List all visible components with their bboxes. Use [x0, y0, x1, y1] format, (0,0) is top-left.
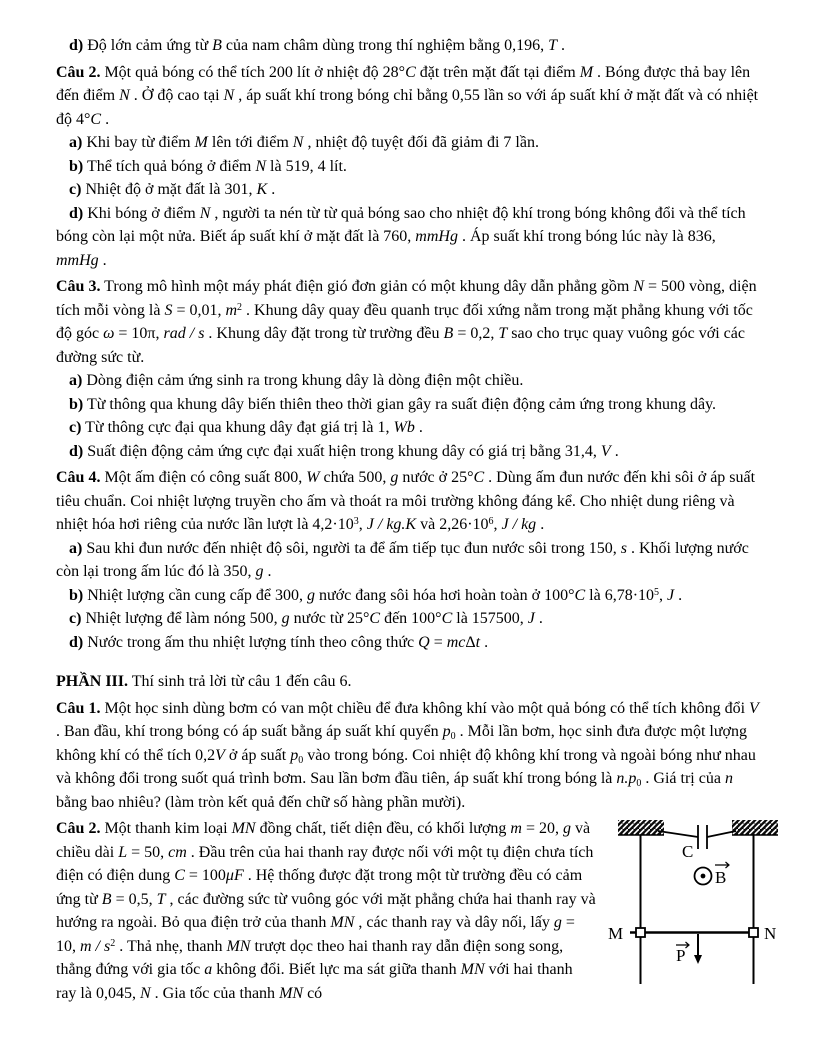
cau-4-b: b) Nhiệt lượng cần cung cấp để 300, g nước đang sôi hóa hơi hoàn toàn ở 100°C là $6,78\cdot 10^5$, J .	[69, 586, 683, 604]
cau-3-d: d) Suất điện động cảm ứng cực đại xuất hiện trong khung dây có giá trị bằng 31,4, V .	[69, 442, 619, 460]
cau-4-c: c) Nhiệt lượng để làm nóng 500, g nước từ 25°C đến 100°C là 157500, J .	[69, 610, 543, 627]
label-N: N	[764, 924, 777, 943]
capacitor-icon	[658, 825, 736, 849]
field-out-of-page-icon	[695, 868, 712, 885]
cau-2-p2: Câu 2. Một quả bóng có thể tích 200 lít ở nhiệt độ 28°C đặt trên mặt đất tại điểm M . Bóng được thả bay lên đến điểm N . Ở độ cao tại N , áp suất khí trong bóng chỉ bằng 0,55 lần so với áp suất khí ở mặt đất và có nhiệt độ 4°C .	[56, 63, 759, 128]
ceiling-hatch-left	[618, 820, 664, 835]
phan-iii-heading: PHẦN III. Thí sinh trả lời từ câu 1 đến câu 6.	[56, 673, 352, 690]
ceiling-hatch-right	[732, 820, 778, 835]
cau-3-a: a) Dòng điện cảm ứng sinh ra trong khung dây là dòng điện một chiều.	[69, 372, 524, 389]
statement-d-prev: d) Độ lớn cảm ứng từ B của nam châm dùng trong thí nghiệm bằng 0,196, T .	[69, 37, 565, 54]
cau-3-b: b) Từ thông qua khung dây biến thiên theo thời gian gây ra suất điện động cảm ứng trong khung dây.	[69, 395, 717, 413]
weight-label: P	[676, 946, 686, 965]
label-M: M	[608, 924, 624, 943]
cau-2-c: c) Nhiệt độ ở mặt đất là 301, K .	[69, 181, 276, 198]
field-label: B	[715, 868, 727, 887]
cau-3-p2: Câu 3. Trong mô hình một máy phát điện gió đơn giản có một khung dây dẫn phẳng gồm N = 500 vòng, diện tích mỗi vòng là S = 0,01, $m^2$ . Khung dây quay đều quanh trục đối xứng nằm trong mặt phẳng khung với tốc độ góc ω = 10π, rad / s . Khung dây đặt trong từ trường đều B = 0,2, T sao cho trục quay vuông góc với các đường sức từ.	[56, 278, 757, 366]
bar-end-N	[749, 928, 758, 937]
bar-end-M	[636, 928, 645, 937]
cau-4-p2: Câu 4. Một ấm điện có công suất 800, W chứa 500, g nước ở 25°C . Dùng ấm đun nước đến khi sôi ở áp suất tiêu chuẩn. Coi nhiệt lượng truyền cho ấm và thoát ra môi trường không đáng kể. Cho nhiệt dung riêng và nhiệt hóa hơi riêng của nước lần lượt là $4,2\cdot 10^3$, J / kg.K và $2,26\cdot 10^6$, J / kg .	[56, 469, 756, 533]
cau-2-a: a) Khi bay từ điểm M lên tới điểm N , nhiệt độ tuyệt đối đã giảm đi 7 lần.	[69, 134, 539, 151]
cau-2-b: b) Thể tích quả bóng ở điểm N là 519, 4 lít.	[69, 157, 347, 175]
cau-2-d: d) Khi bóng ở điểm N , người ta nén từ từ quả bóng sao cho nhiệt độ khí trong bóng không đổi và thể tích bóng còn lại một nửa. Biết áp suất khí ở mặt đất là 760, mmHg . Áp suất khí trong bóng lúc này là 836, mmHg .	[56, 204, 746, 269]
weight-vector-icon	[694, 934, 702, 964]
cau2-rails-capacitor-figure	[606, 818, 784, 990]
cau-1-p3: Câu 1. Một học sinh dùng bơm có van một chiều để đưa không khí vào một quả bóng có thể tích không đổi V . Ban đầu, khí trong bóng có áp suất bằng áp suất khí quyển $p_0$ . Mỗi lần bơm, học sinh đưa được một lượng không khí có thể tích 0,2V ở áp suất $p_0$ vào trong bóng. Coi nhiệt độ không khí trong và ngoài bóng như nhau và không đổi trong suốt quá trình bơm. Sau lần bơm đầu tiên, áp suất khí trong bóng là $n.p_0$ . Giá trị của n bằng bao nhiêu? (làm tròn kết quả đến chữ số hàng phần mười).	[56, 699, 759, 811]
cau-3-c: c) Từ thông cực đại qua khung dây đạt giá trị là 1, Wb .	[69, 419, 423, 436]
capacitor-label: C	[682, 842, 694, 861]
cau-2-p3: Câu 2. Một thanh kim loại MN đồng chất, tiết diện đều, có khối lượng m = 20, g và chiều dài L = 50, cm . Đầu trên của hai thanh ray được nối với một tụ điện chưa tích điện có điện dung C = 100μF . Hệ thống được đặt trong một từ trường đều có cảm ứng từ B = 0,5, T , các đường sức từ vuông góc với mặt phẳng chứa hai thanh ray và hướng ra ngoài. Bỏ qua điện trở của thanh MN , các thanh ray và dây nối, lấy g = 10, m / $s^2$ . Thả nhẹ, thanh MN trượt dọc theo hai thanh ray dẫn điện song song, thẳng đứng với gia tốc a không đổi. Biết lực ma sát giữa thanh MN với hai thanh ray là 0,045, N . Gia tốc của thanh MN có	[56, 820, 596, 1002]
cau-4-d: d) Nước trong ấm thu nhiệt lượng tính theo công thức Q = mcΔt .	[69, 633, 489, 651]
cau-4-a: a) Sau khi đun nước đến nhiệt độ sôi, người ta để ấm tiếp tục đun nước sôi trong 150, s . Khối lượng nước còn lại trong ấm lúc đó là 350, g .	[56, 539, 749, 580]
